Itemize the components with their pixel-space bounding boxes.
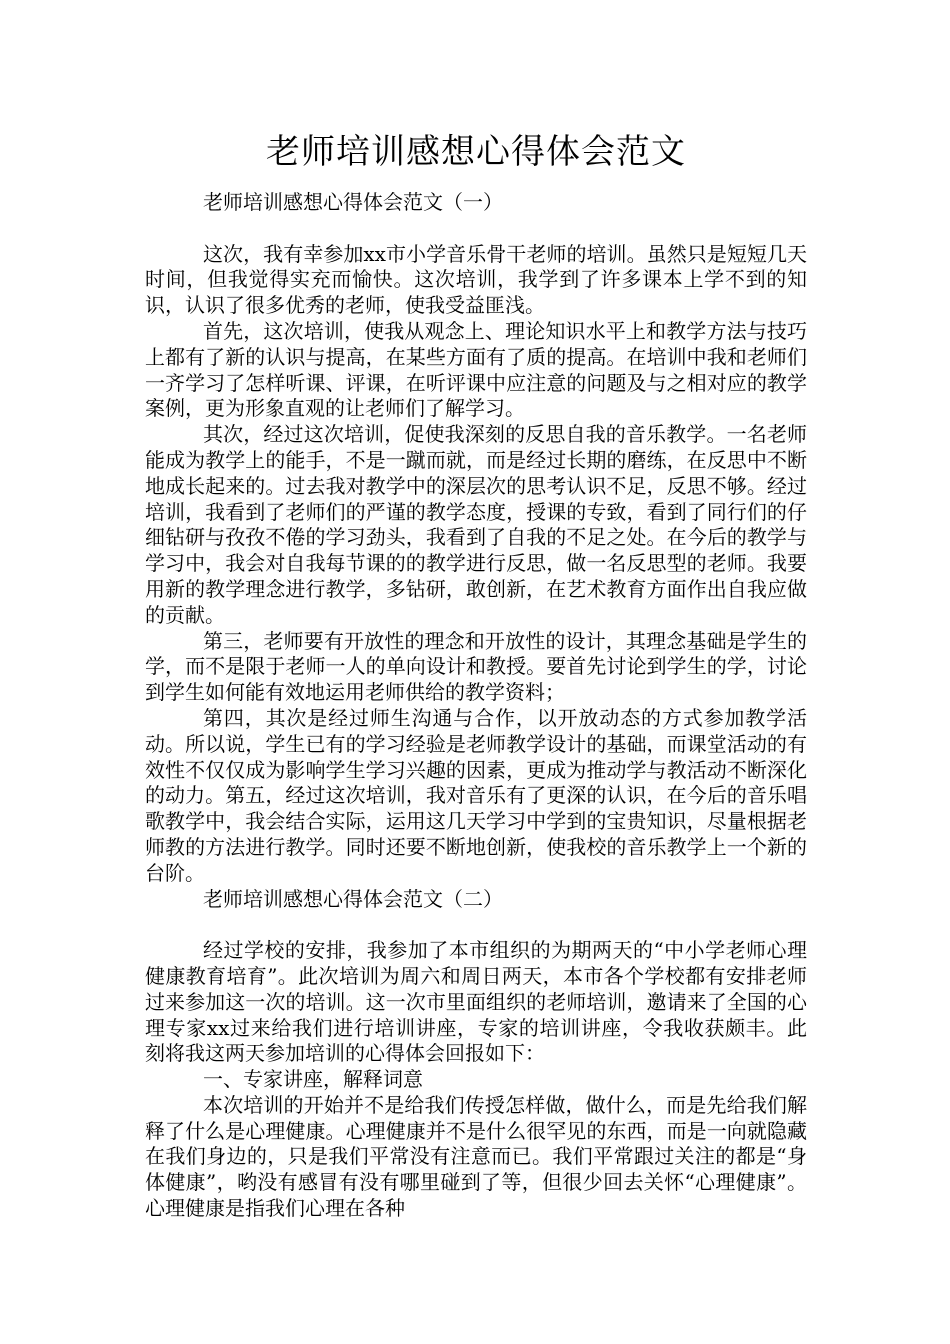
section-heading-2: 老师培训感想心得体会范文（二）	[203, 886, 503, 911]
paragraph: 这次，我有幸参加xx市小学音乐骨干老师的培训。虽然只是短短几天时间，但我觉得实充而愉快。这次培训，我学到了许多课本上学不到的知识，认识了很多优秀的老师，使我受益匪浅。	[145, 241, 807, 318]
paragraph: 其次，经过这次培训，促使我深刻的反思自我的音乐教学。一名老师能成为教学上的能手，不是一蹴而就，而是经过长期的磨练，在反思中不断地成长起来的。过去我对教学中的深层次的思考认识不足，反思不够。经过培训，我看到了老师们的严谨的教学态度，授课的专致，看到了同行们的仔细钻研与孜孜不倦的学习劲头，我看到了自我的不足之处。在今后的教学与学习中，我会对自我每节课的的教学进行反思，做一名反思型的老师。我要用新的教学理念进行教学，多钻研，敢创新，在艺术教育方面作出自我应做的贡献。	[145, 422, 807, 627]
subheading: 一、专家讲座，解释词意	[203, 1067, 423, 1092]
paragraph: 第四，其次是经过师生沟通与合作，以开放动态的方式参加教学活动。所以说，学生已有的学习经验是老师教学设计的基础，而课堂活动的有效性不仅仅成为影响学生学习兴趣的因素，更成为推动学与教活动不断深化的动力。第五，经过这次培训，我对音乐有了更深的认识，在今后的音乐唱歌教学中，我会结合实际，运用这几天学习中学到的宝贵知识，尽量根据老师教的方法进行教学。同时还要不断地创新，使我校的音乐教学上一个新的台阶。	[145, 705, 807, 885]
paragraph: 本次培训的开始并不是给我们传授怎样做，做什么，而是先给我们解释了什么是心理健康。心理健康并不是什么很罕见的东西，而是一向就隐藏在我们身边的，只是我们平常没有注意而已。我们平常跟过关注的都是“身体健康”，哟没有感冒有没有哪里碰到了等，但很少回去关怀“心理健康”。心理健康是指我们心理在各种	[145, 1092, 807, 1221]
document-page	[145, 128, 807, 1222]
paragraph: 经过学校的安排，我参加了本市组织的为期两天的“中小学老师心理健康教育培育”。此次培训为周六和周日两天，本市各个学校都有安排老师过来参加这一次的培训。这一次市里面组织的老师培训，邀请来了全国的心理专家xx过来给我们进行培训讲座，专家的培训讲座，令我收获颇丰。此刻将我这两天参加培训的心得体会回报如下：	[145, 938, 807, 1066]
paragraph: 首先，这次培训，使我从观念上、理论知识水平上和教学方法与技巧上都有了新的认识与提高，在某些方面有了质的提高。在培训中我和老师们一齐学习了怎样听课、评课，在听评课中应注意的问题及与之相对应的教学案例，更为形象直观的让老师们了解学习。	[145, 318, 807, 421]
document-title: 老师培训感想心得体会范文	[266, 132, 686, 172]
section-heading-1: 老师培训感想心得体会范文（一）	[203, 190, 503, 214]
paragraph: 第三，老师要有开放性的理念和开放性的设计，其理念基础是学生的学，而不是限于老师一人的单向设计和教授。要首先讨论到学生的学，讨论到学生如何能有效地运用老师供给的教学资料；	[145, 628, 807, 705]
